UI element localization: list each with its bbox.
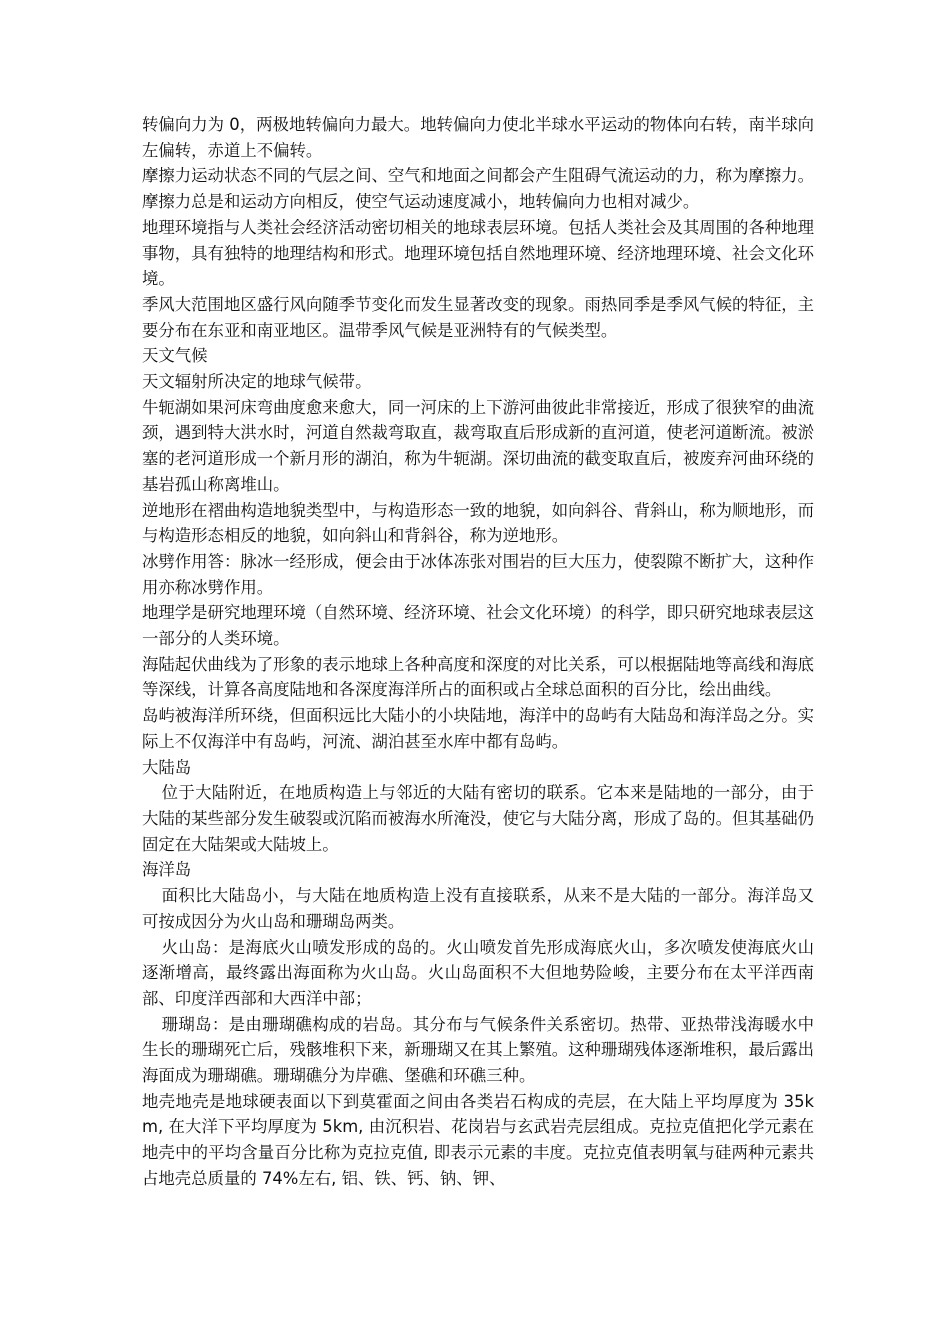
- paragraph-friction: 摩擦力运动状态不同的气层之间、空气和地面之间都会产生阻碍气流运动的力，称为摩擦力。摩擦力总是和运动方向相反，使空气运动速度减小，地转偏向力也相对减少。: [142, 166, 815, 212]
- heading-astronomical-climate: 天文气候: [142, 346, 208, 366]
- paragraph-oxbow-lake: 牛轭湖如果河床弯曲度愈来愈大，同一河床的上下游河曲彼此非常接近，形成了很狭窄的曲流颈，遇到特大洪水时，河道自然裁弯取直，裁弯取直后形成新的直河道，使老河道断流。被淤塞的老河道形成一个新月形的湖泊，称为牛轭湖。深切曲流的截变取直后，被废弃河曲环绕的基岩孤山称离堆山。: [142, 397, 815, 494]
- heading-continental-island: 大陆岛: [142, 757, 192, 777]
- paragraph-earth-crust: 地壳地壳是地球硬表面以下到莫霍面之间由各类岩石构成的壳层，在大陆上平均厚度为 35km, 在大洋下平均厚度为 5km, 由沉积岩、花岗岩与玄武岩壳层组成。克拉克值把化学元素在地壳中的平均含量百分比称为克拉克值, 即表示元素的丰度。克拉克值表明氧与硅两种元素共占地壳总质量的 74%左右, 铝、铁、钙、钠、钾、: [142, 1091, 814, 1188]
- paragraph-monsoon: 季风大范围地区盛行风向随季节变化而发生显著改变的现象。雨热同季是季风气候的特征，主要分布在东亚和南亚地区。温带季风气候是亚洲特有的气候类型。: [142, 294, 815, 340]
- paragraph-geographic-environment: 地理环境指与人类社会经济活动密切相关的地球表层环境。包括人类社会及其周围的各种地理事物，具有独特的地理结构和形式。地理环境包括自然地理环境、经济地理环境、社会文化环境。: [142, 217, 815, 289]
- paragraph-islands: 岛屿被海洋所环绕，但面积远比大陆小的小块陆地，海洋中的岛屿有大陆岛和海洋岛之分。实际上不仅海洋中有岛屿，河流、湖泊甚至水库中都有岛屿。: [142, 706, 815, 751]
- heading-oceanic-island: 海洋岛: [142, 860, 192, 880]
- paragraph-geography: 地理学是研究地理环境（自然环境、经济环境、社会文化环境）的科学，即只研究地球表层这一部分的人类环境。: [142, 603, 815, 649]
- paragraph-oceanic-island: 面积比大陆岛小，与大陆在地质构造上没有直接联系，从来不是大陆的一部分。海洋岛又可按成因分为火山岛和珊瑚岛两类。: [142, 886, 814, 931]
- paragraph-volcanic-island: 火山岛：是海底火山喷发形成的岛的。火山喷发首先形成海底火山，多次喷发使海底火山逐渐增高，最终露出海面称为火山岛。火山岛面积不大但地势险峻，主要分布在太平洋西南部、印度洋西部和大西洋中部；: [142, 937, 814, 1008]
- paragraph-hypsographic-curve: 海陆起伏曲线为了形象的表示地球上各种高度和深度的对比关系，可以根据陆地等高线和海底等深线，计算各高度陆地和各深度海洋所占的面积或占全球总面积的百分比，绘出曲线。: [142, 654, 815, 700]
- paragraph-frost-wedging: 冰劈作用答：脉冰一经形成，便会由于冰体冻张对围岩的巨大压力，使裂隙不断扩大，这种作用亦称冰劈作用。: [142, 551, 815, 597]
- paragraph-inverted-relief: 逆地形在褶曲构造地貌类型中，与构造形态一致的地貌，如向斜谷、背斜山，称为顺地形，而与构造形态相反的地貌，如向斜山和背斜谷，称为逆地形。: [142, 500, 815, 546]
- paragraph-astronomical-climate: 天文辐射所决定的地球气候带。: [142, 372, 372, 392]
- document-page: [142, 112, 814, 1192]
- paragraph-continental-island: 位于大陆附近，在地质构造上与邻近的大陆有密切的联系。它本来是陆地的一部分，由于大陆的某些部分发生破裂或沉陷而被海水所淹没，使它与大陆分离，形成了岛的。但其基础仍固定在大陆架或大陆坡上。: [142, 783, 815, 854]
- paragraph-coriolis: 转偏向力为 0，两极地转偏向力最大。地转偏向力使北半球水平运动的物体向右转，南半球向左偏转，赤道上不偏转。: [142, 115, 814, 160]
- paragraph-coral-island: 珊瑚岛：是由珊瑚礁构成的岩岛。其分布与气候条件关系密切。热带、亚热带浅海暖水中生长的珊瑚死亡后，残骸堆积下来，新珊瑚又在其上繁殖。这种珊瑚残体逐渐堆积，最后露出海面成为珊瑚礁。珊瑚礁分为岸礁、堡礁和环礁三种。: [142, 1014, 815, 1086]
